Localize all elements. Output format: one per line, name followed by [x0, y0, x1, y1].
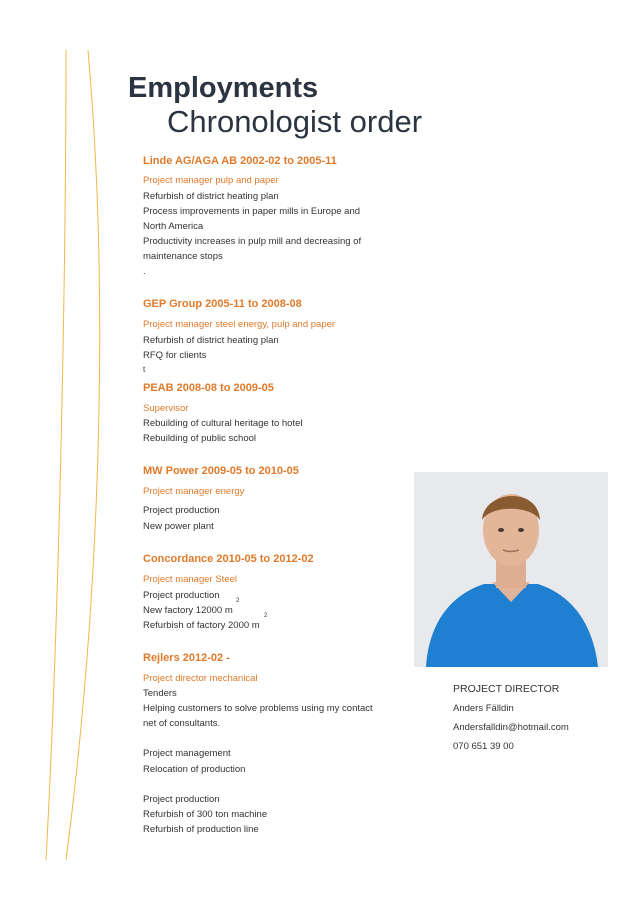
job-line: Refurbish of factory 2000 m [143, 620, 260, 631]
job-title: Concordance 2010-05 to 2012-02 [143, 553, 314, 565]
job-line: . [143, 266, 146, 277]
job-role: Project manager Steel [143, 574, 237, 585]
superscript: 2 [264, 613, 268, 619]
job-line: Process improvements in paper mills in Europe and [143, 206, 361, 217]
contact-email[interactable]: Andersfalldin@hotmail.com [453, 722, 569, 733]
job-line: New factory 12000 m [143, 605, 233, 616]
job-line: net of consultants. [143, 718, 221, 729]
job-line: Project production [143, 590, 220, 601]
job-line: Relocation of production [143, 764, 246, 775]
job-line: maintenance stops [143, 251, 223, 262]
job-line: Rebuilding of cultural heritage to hotel [143, 418, 303, 429]
job-line: Refurbish of 300 ton machine [143, 809, 268, 820]
job-line: Helping customers to solve problems using my contact [143, 703, 373, 714]
job-line: Rebuilding of public school [143, 433, 257, 444]
job-line: Project management [143, 748, 231, 759]
job-line: Productivity increases in pulp mill and decreasing of [143, 236, 362, 247]
job-role: Project manager pulp and paper [143, 175, 279, 186]
job-role: Project director mechanical [143, 673, 258, 684]
page-subtitle: Chronologist order [167, 104, 423, 139]
job-line: Tenders [143, 688, 177, 699]
contact-name: Anders Fälldin [453, 703, 514, 714]
job-line: RFQ for clients [143, 350, 207, 361]
job-role: Project manager energy [143, 486, 245, 497]
job-line: Refurbish of production line [143, 824, 259, 835]
job-line: Project production [143, 505, 220, 516]
job-title: Rejlers 2012-02 - [143, 652, 230, 664]
contact-title: PROJECT DIRECTOR [453, 683, 560, 695]
job-title: MW Power 2009-05 to 2010-05 [143, 465, 299, 477]
job-title: PEAB 2008-08 to 2009-05 [143, 382, 274, 394]
page-title: Employments [128, 72, 319, 104]
superscript: 2 [236, 598, 240, 604]
job-role: Project manager steel energy, pulp and paper [143, 319, 336, 330]
job-line: New power plant [143, 521, 214, 532]
job-line: Refurbish of district heating plan [143, 191, 279, 202]
job-line: North America [143, 221, 204, 232]
job-title: GEP Group 2005-11 to 2008-08 [143, 298, 302, 310]
profile-photo [414, 472, 608, 667]
job-line: Project production [143, 794, 220, 805]
contact-phone: 070 651 39 00 [453, 741, 514, 752]
job-line: t [143, 365, 146, 374]
job-line: Refurbish of district heating plan [143, 335, 279, 346]
job-role: Supervisor [143, 403, 189, 414]
job-title: Linde AG/AGA AB 2002-02 to 2005-11 [143, 155, 337, 167]
